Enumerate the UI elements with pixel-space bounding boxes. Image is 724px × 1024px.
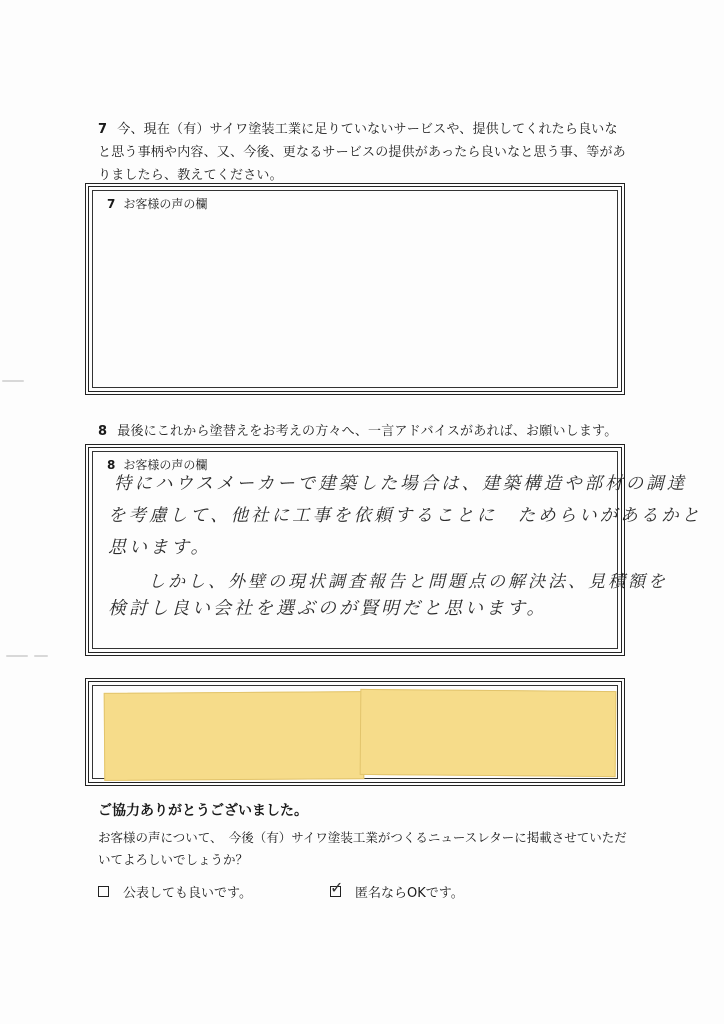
question-8-text: 最後にこれから塗替えをお考えの方々へ、一言アドバイスがあれば、お願いします。 [117,424,618,439]
handwritten-line-2: を考慮して、他社に工事を依頼することに ためらいがあるかと [108,506,703,526]
question-7 [98,118,628,187]
answer-box-7-title: お客様の声の欄 [123,197,208,211]
option-public-label: 公表しても良いです。 [123,886,252,901]
option-anonymous-label: 匿名ならOKです。 [355,886,464,901]
answer-box-7 [85,183,625,395]
question-8 [98,420,628,443]
option-anonymous[interactable] [330,878,464,901]
answer-box-8-number: 8 [107,458,116,472]
scan-artifact [6,655,28,657]
answer-box-7-label [107,195,207,212]
option-anonymous-checkbox[interactable] [330,878,344,897]
answer-box-7-number: 7 [107,197,116,211]
scan-artifact [2,380,24,382]
question-7-text: 今、現在（有）サイワ塗装工業に足りていないサービスや、提供してくれたら良いなと思う事柄や内容、又、今後、更なるサービスの提供があったら良いなと思う事、等がありましたら、教えてください。 [98,122,626,183]
handwritten-line-4: しかし、外壁の現状調査報告と問題点の解決法、見積額を [148,572,668,592]
redaction-sticky-note-right [360,689,617,777]
thanks-message: ご協力ありがとうございました。 [98,803,308,819]
option-public[interactable] [98,882,252,901]
scan-artifact [34,655,48,657]
consent-question: お客様の声について、 今後（有）サイワ塗装工業がつくるニュースレターに掲載させていただいてよろしいでしょうか？ [98,830,627,867]
handwritten-line-3: 思います。 [108,537,212,558]
redaction-sticky-note-left [104,691,365,781]
check-mark-icon: ✓ [330,878,344,897]
handwritten-line-5: 検討し良い会社を選ぶのが賢明だと思います。 [108,598,548,619]
option-public-checkbox[interactable] [98,886,109,897]
handwritten-line-1: 特にハウスメーカーで建築した場合は、建築構造や部材の調達 [114,474,688,494]
answer-box-8-title: お客様の声の欄 [123,458,208,472]
question-8-number: 8 [98,424,108,439]
question-7-number: 7 [98,122,108,137]
